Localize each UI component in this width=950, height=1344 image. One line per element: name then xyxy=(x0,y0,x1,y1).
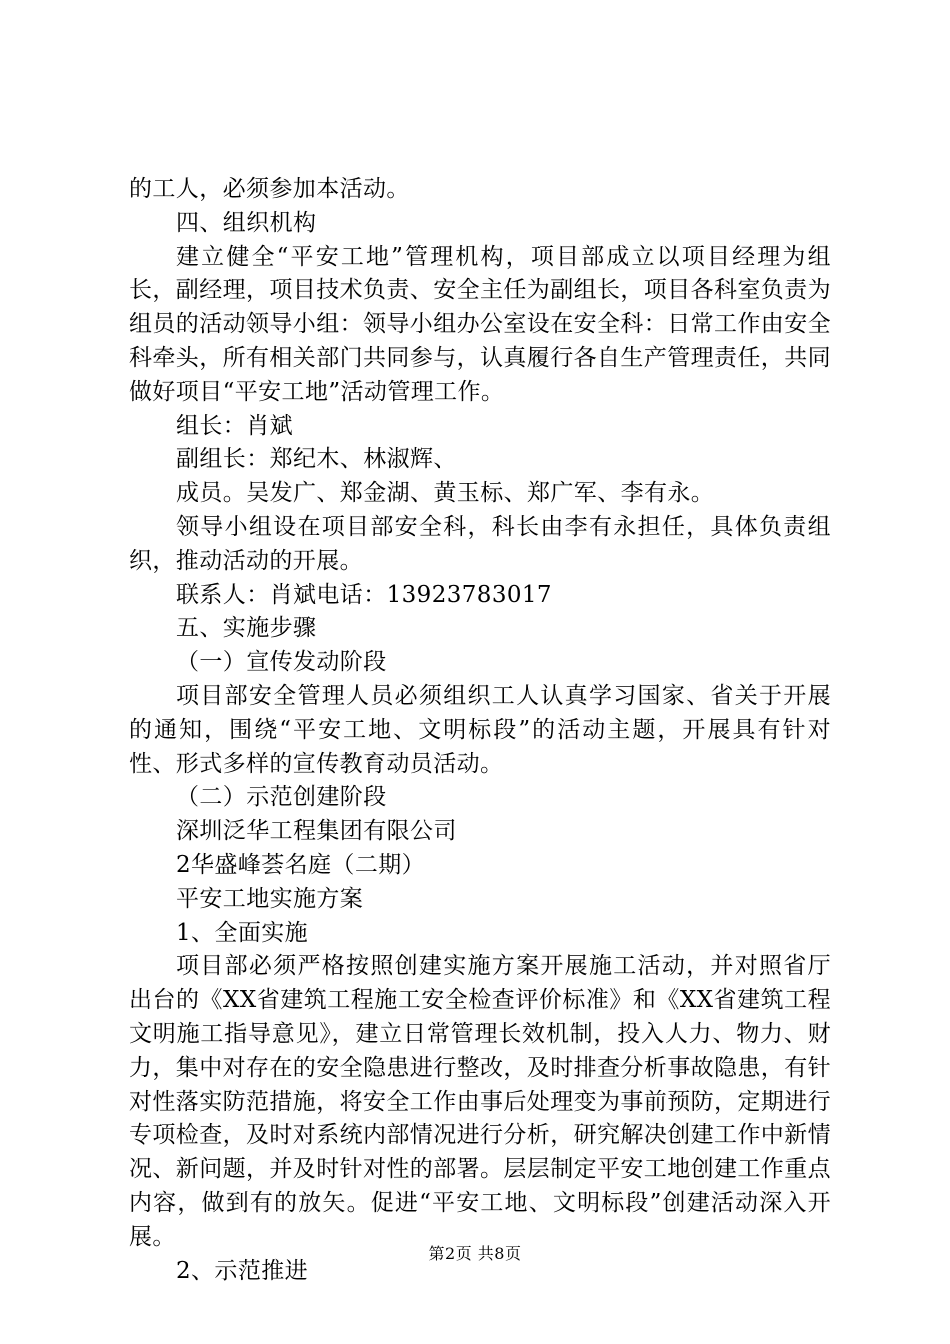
page-footer: 第2页 共8页 xyxy=(428,1244,522,1263)
paragraph: 领导小组设在项目部安全科，科长由李有永担任，具体负责组织，推动活动的开展。 xyxy=(129,513,831,574)
paragraph: 项目部必须严格按照创建实施方案开展施工活动，并对照省厅出台的《XX省建筑工程施工安全检查评价标准》和《XX省建筑工程文明施工指导意见》，建立日常管理长效机制，投入人力、物力、财力，集中对存在的安全隐患进行整改，及时排查分析事故隐患，有针对性落实防范措施，将安全工作由事后处理变为事前预防，定期进行专项检查，及时对系统内部情况进行分析，研究解决创建工作中新情况、新问题，并及时针对性的部署。层层制定平安工地创建工作重点内容，做到有的放矢。促进“平安工地、文明标段”创建活动深入开展。 xyxy=(129,953,831,1250)
paragraph: 的工人，必须参加本活动。 xyxy=(129,176,410,202)
paragraph: 四、组织机构 xyxy=(176,209,317,236)
paragraph: 副组长：郑纪木、林淑辉、 xyxy=(176,446,457,473)
paragraph: 深圳泛华工程集团有限公司 xyxy=(176,818,457,845)
paragraph: （一）宣传发动阶段 xyxy=(176,649,387,676)
paragraph: 项目部安全管理人员必须组织工人认真学习国家、省关于开展的通知，围绕“平安工地、文明标段”的活动主题，开展具有针对性、形式多样的宣传教育动员活动。 xyxy=(129,682,831,777)
paragraph: 2华盛峰荟名庭（二期） xyxy=(176,851,426,878)
paragraph: 2、示范推进 xyxy=(176,1257,309,1284)
document-body xyxy=(129,173,831,1288)
paragraph: 建立健全“平安工地”管理机构，项目部成立以项目经理为组长，副经理，项目技术负责、安全主任为副组长，项目各科室负责为组员的活动领导小组：领导小组办公室设在安全科：日常工作由安全科牵头，所有相关部门共同参与，认真履行各自生产管理责任，共同做好项目“平安工地”活动管理工作。 xyxy=(129,243,831,405)
paragraph: 联系人：肖斌电话：13923783017 xyxy=(176,581,552,608)
paragraph: 平安工地实施方案 xyxy=(176,885,364,912)
paragraph: 成员。吴发广、郑金湖、黄玉标、郑广军、李有永。 xyxy=(176,480,715,507)
paragraph: （二）示范创建阶段 xyxy=(176,784,387,811)
paragraph: 1、全面实施 xyxy=(176,919,309,946)
paragraph: 组长：肖斌 xyxy=(176,412,293,439)
paragraph: 五、实施步骤 xyxy=(176,615,317,642)
